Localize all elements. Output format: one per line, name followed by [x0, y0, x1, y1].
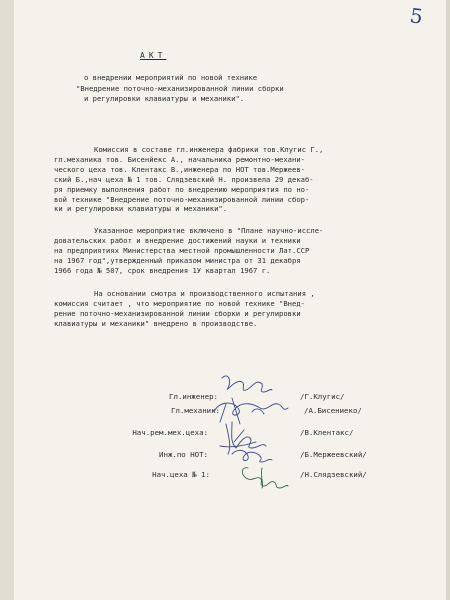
document-title: АКТ: [140, 51, 167, 60]
paragraph1-lines-line: ский Б.,нач цеха № 1 тов. Слядзевский Н. произвела 29 декаб-: [54, 174, 314, 184]
signature-chief-engineer: [222, 376, 272, 392]
signature-role-label: Инж.по НОТ:: [159, 450, 208, 459]
signature-workshop-head: [242, 468, 288, 488]
signature-name: /Г.Клугис/: [300, 392, 345, 401]
signature-name: /А.Бисениеко/: [304, 406, 362, 415]
paragraph2-lines-line: Указанное мероприятие включено в "Плане научно-иссле-: [94, 226, 324, 235]
signature-role-label: Нач.рем.мех.цеха:: [132, 428, 208, 437]
paragraph3-lines-line: На основании смотра и производственного испытания ,: [94, 289, 315, 298]
signature-chief-mechanic: [214, 398, 288, 424]
subtitle-lines-line: и регулировки клавиатуры и механики".: [84, 94, 245, 103]
signature-name: /В.Клентакс/: [300, 428, 354, 437]
subtitle-lines-line: "Внедрение поточно-механизированной линии сборки: [76, 83, 284, 93]
subtitle-lines-line: о внедрении мероприятий по новой технике: [84, 73, 258, 82]
paragraph1-lines-line: вой технике "Внедрение поточно-механизированной линии сбор-: [54, 194, 310, 204]
paragraph1-lines-line: ческого цеха тов. Клентакс В.,инженера по НОТ тов.Мержеев-: [54, 164, 305, 174]
paragraph1-lines-line: гл.механика тов. Бисенйекс А., начальника ремонтно-механи-: [54, 154, 305, 164]
paragraph1-lines-line: ря приемку выполнения работ по внедрению мероприятия по но-: [54, 184, 310, 194]
paragraph2-lines-line: на 1967 год",утвержденный приказом министра от 31 декабря: [54, 255, 301, 265]
signature-name: /Б.Мержеевский/: [300, 450, 367, 459]
paragraph3-lines-line: рение поточно-механизированной линии сборки и регулировки: [54, 308, 301, 318]
signature-repair-shop-head: [220, 422, 266, 454]
paragraph1-lines-line: ки и регулировки клавиатуры и механики".: [54, 204, 228, 214]
paragraph2-lines-line: довательских работ и внедрение достижений науки и техники: [54, 235, 301, 245]
paragraph1-lines-line: Комиссия в составе гл.инженера фабрики тов.Клугис Г.,: [94, 145, 324, 154]
paragraph2-lines-line: 1966 года № 507, срок внедрения 1У квартал 1967 г.: [54, 265, 271, 275]
handwritten-page-number: 5: [408, 3, 425, 29]
signature-not-engineer: [232, 450, 272, 462]
signature-role-label: Нач.цеха № 1:: [152, 470, 210, 479]
signature-role-label: Гл.инженер:: [169, 392, 218, 401]
signature-name: /Н.Слядзевский/: [300, 470, 367, 479]
paragraph3-lines-line: клавиатуры и механики" внедрено в производстве.: [54, 318, 258, 328]
paragraph3-lines-line: комиссия считает , что мероприятие по новой технике "Внед-: [54, 298, 305, 308]
signature-role-label: Гл.механик:: [171, 406, 220, 415]
paragraph2-lines-line: на предприятиях Министерства местной промышленности Лат.ССР: [54, 245, 310, 255]
